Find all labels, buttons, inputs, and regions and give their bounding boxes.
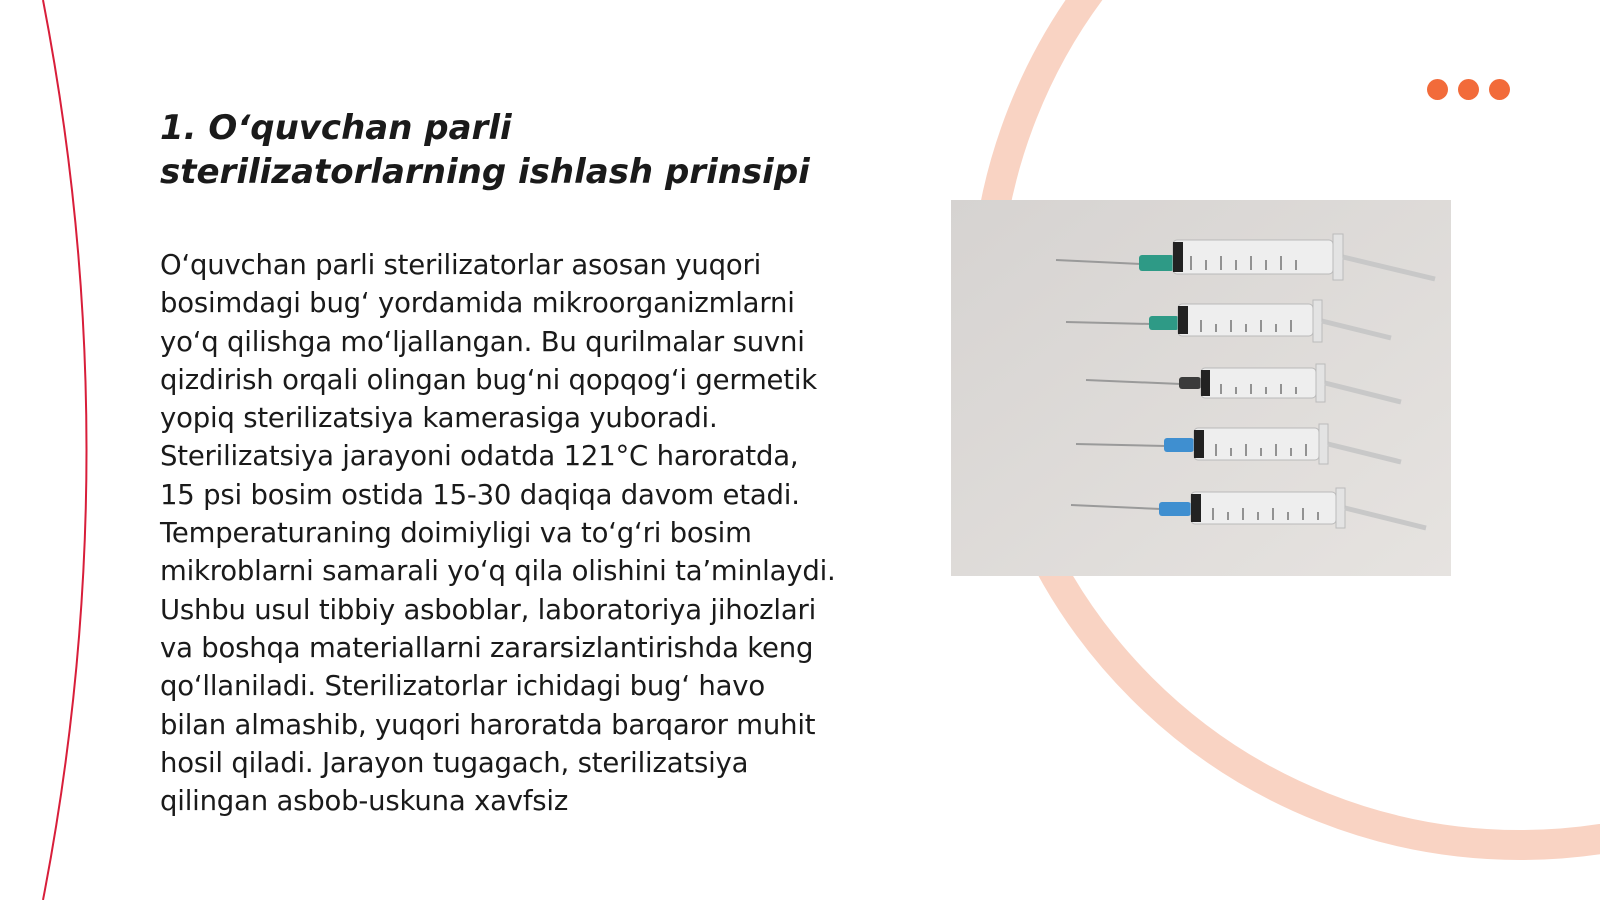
dot-icon [1489,79,1510,100]
left-edge-line [43,0,87,900]
slide-body-text: O‘quvchan parli sterilizatorlar asosan yuqori bosimdagi bug‘ yordamida mikroorganizmlarni yo‘q qilishga mo‘ljallangan. Bu qurilmalar suvni qizdirish orqali olingan bug‘ni qopqog‘i germetik yopiq sterilizatsiya kamerasiga yuboradi. Sterilizatsiya jarayoni odatda 121°C haroratda, 15 psi bosim ostida 15-30 daqiqa davom etadi. Temperaturaning doimiyligi va to‘g‘ri bosim mikroblarni samarali yo‘q qila olishini ta’minlaydi. Ushbu usul tibbiy asboblar, laboratoriya jihozlari va boshqa materiallarni zararsizlantirishda keng qo‘llaniladi. Sterilizatorlar ichidagi bug‘ havo bilan almashib, yuqori haroratda barqaror muhit hosil qiladi. Jarayon tugagach, sterilizatsiya qilingan asbob-uskuna xavfsiz [160,249,836,818]
dot-icon [1458,79,1479,100]
syringes-illustration [951,200,1451,576]
dots-decoration [1427,79,1510,100]
dot-icon [1427,79,1448,100]
slide-title: 1. O‘quvchan parli sterilizatorlarning ishlash prinsipi [160,108,810,192]
syringes-photo [951,200,1451,576]
